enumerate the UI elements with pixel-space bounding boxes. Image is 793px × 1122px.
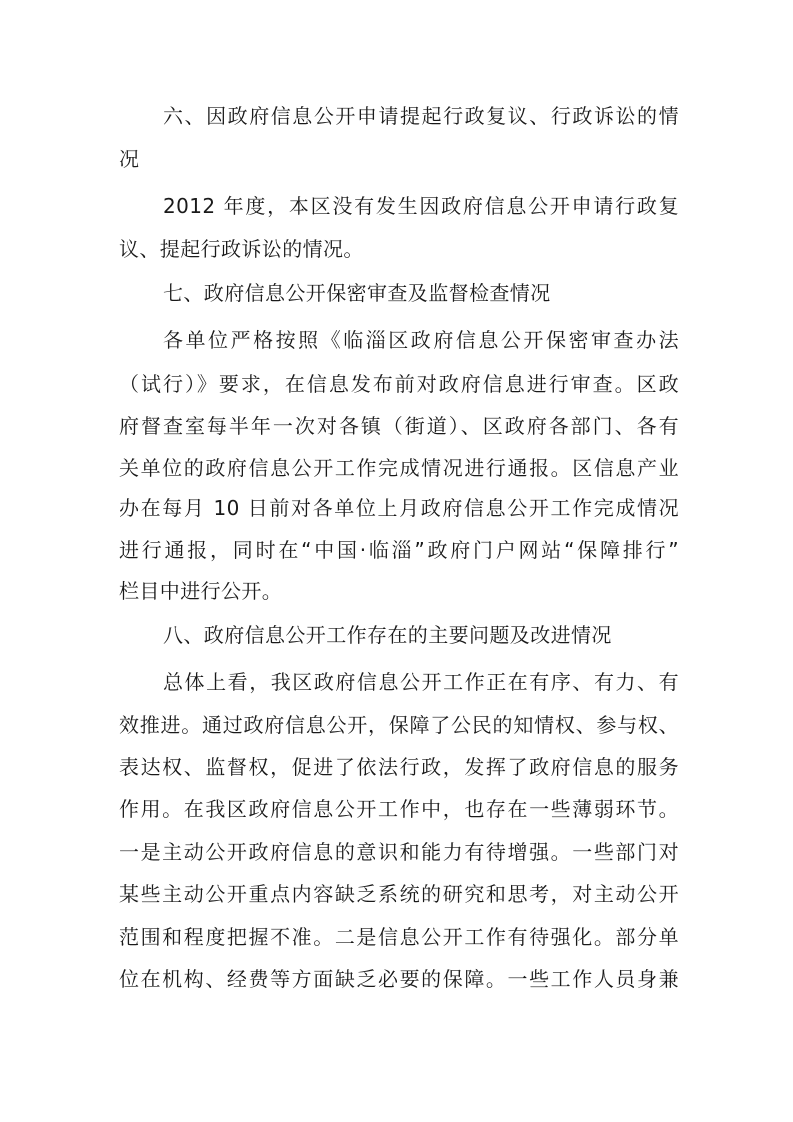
section-heading-eight: 八、政府信息公开工作存在的主要问题及改进情况 [163, 623, 612, 647]
paragraph-line: 位在机构、经费等方面缺乏必要的保障。一些工作人员身兼 [119, 967, 679, 991]
paragraph-line: 一是主动公开政府信息的意识和能力有待增强。一些部门对 [119, 840, 679, 864]
paragraph-line: 议、提起行政诉讼的情况。 [119, 237, 364, 261]
section-heading-six: 六、因政府信息公开申请提起行政复议、行政诉讼的情 [163, 104, 679, 128]
paragraph-line: 各单位严格按照《临淄区政府信息公开保密审查办法 [163, 328, 679, 352]
paragraph-line: 范围和程度把握不准。二是信息公开工作有待强化。部分单 [119, 925, 679, 949]
paragraph-line: 2012 年度，本区没有发生因政府信息公开申请行政复 [163, 194, 679, 218]
paragraph-line: 表达权、监督权，促进了依法行政，发挥了政府信息的服务 [119, 755, 679, 779]
paragraph-line: 某些主动公开重点内容缺乏系统的研究和思考，对主动公开 [119, 882, 679, 906]
paragraph-line: 效推进。通过政府信息公开，保障了公民的知情权、参与权、 [119, 713, 679, 737]
paragraph-line: 总体上看，我区政府信息公开工作正在有序、有力、有 [163, 670, 679, 694]
paragraph-line: 况 [119, 147, 140, 171]
paragraph-line: 栏目中进行公开。 [119, 579, 283, 603]
paragraph-line: 关单位的政府信息公开工作完成情况进行通报。区信息产业 [119, 456, 679, 480]
paragraph-line: 进行通报，同时在“中国·临淄”政府门户网站“保障排行” [119, 538, 679, 562]
paragraph-line: 府督查室每半年一次对各镇（街道）、区政府各部门、各有 [119, 414, 679, 438]
paragraph-line: （试行）》要求，在信息发布前对政府信息进行审查。区政 [119, 372, 679, 396]
section-heading-seven: 七、政府信息公开保密审查及监督检查情况 [163, 281, 551, 305]
paragraph-line: 办在每月 10 日前对各单位上月政府信息公开工作完成情况 [119, 496, 679, 520]
paragraph-line: 作用。在我区政府信息公开工作中，也存在一些薄弱环节。 [119, 797, 679, 821]
